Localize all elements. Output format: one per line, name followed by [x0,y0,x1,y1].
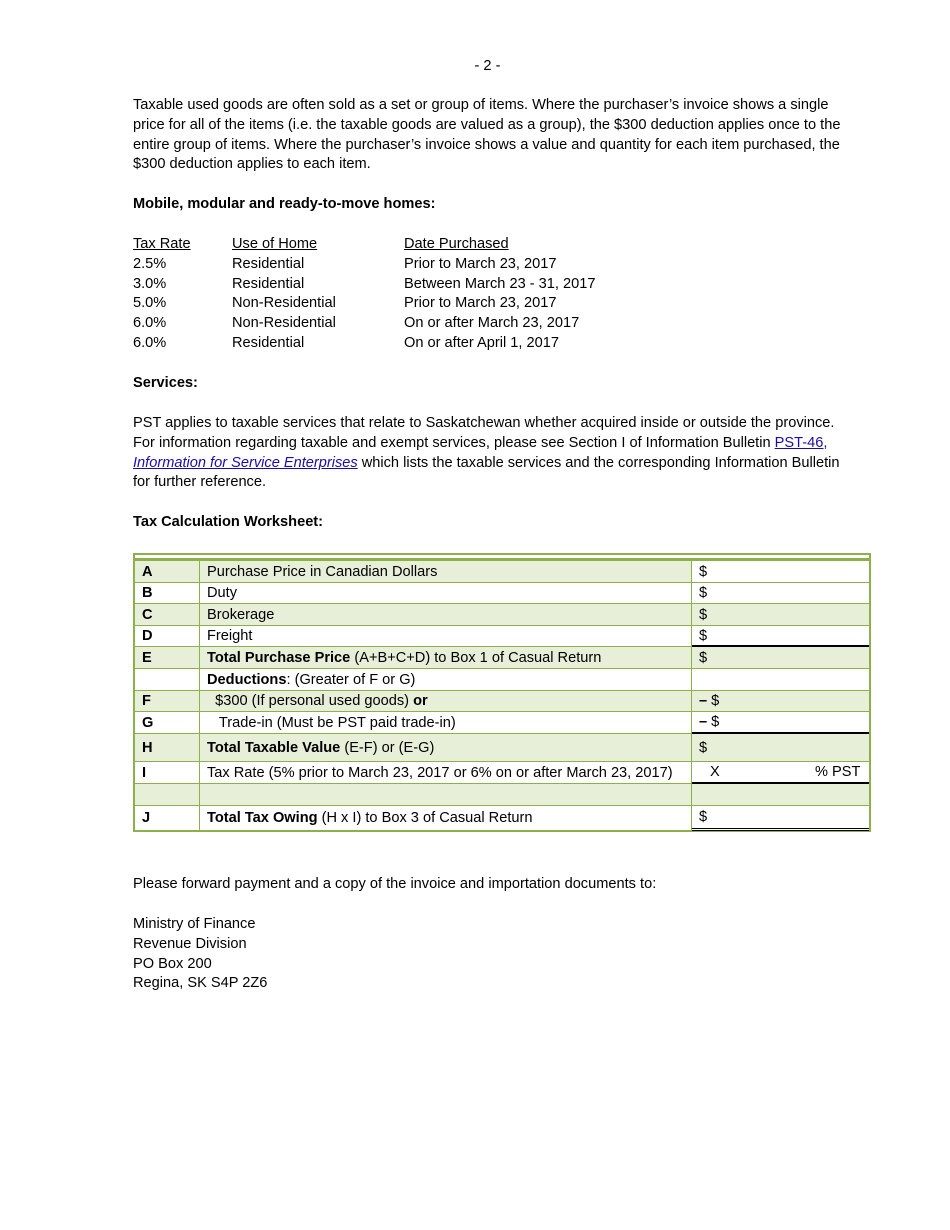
row-description-empty [200,784,692,805]
worksheet-row-d [133,626,871,647]
row-letter-empty [135,784,200,805]
row-description [200,669,692,690]
row-description: Tax Rate (5% prior to March 23, 2017 or 6% on or after March 23, 2017) [200,762,692,783]
row-letter: C [135,604,200,625]
date-purchased-cell: Prior to March 23, 2017 [404,255,557,272]
tax-rate-cell: 6.0% [133,334,167,351]
brokerage-field[interactable]: $ [699,606,708,623]
row-description-bold: Total Taxable Value [207,739,341,756]
address-line: PO Box 200 [133,955,212,972]
row-description-rest: (E-F) or (E-G) [340,739,435,756]
table-row [133,275,664,295]
total-tax-owing-field[interactable]: $ [692,806,869,831]
row-description-bold: Deductions [207,671,287,688]
row-letter: H [135,734,200,761]
worksheet-heading: Tax Calculation Worksheet: [133,514,324,530]
row-description-plain: $300 (If personal used goods) [207,693,414,709]
worksheet-row-b [133,583,871,604]
worksheet-top-border [133,553,871,561]
table-row [133,255,664,275]
date-purchased-cell: Prior to March 23, 2017 [404,295,557,312]
row-description-plain: Trade-in (Must be PST paid trade-in) [207,714,456,731]
services-paragraph [133,414,843,493]
row-description: Duty [200,583,692,603]
tax-calculation-worksheet [133,553,871,832]
row-description-rest: (H x I) to Box 3 of Casual Return [317,810,533,826]
column-header-use-of-home: Use of Home [232,236,318,252]
pst-percent-label: % PST [815,764,861,780]
services-text-after: which lists the taxable services and the corresponding Information Bulletin for further reference. [133,454,840,491]
worksheet-row-deductions [133,669,871,691]
row-letter: G [135,712,200,733]
worksheet-row-c [133,604,871,626]
row-letter: D [135,626,200,646]
worksheet-row-i [133,762,871,784]
currency-sign: $ [707,714,720,730]
use-of-home-cell: Non-Residential [232,315,336,332]
worksheet-row-g [133,712,871,734]
multiply-x: X [710,764,720,780]
row-letter-empty [135,669,200,690]
tax-rate-cell: 2.5% [133,255,167,272]
page-number: - 2 - [474,58,501,74]
row-description [200,647,692,668]
address-line: Revenue Division [133,935,247,952]
address-line: Ministry of Finance [133,916,256,932]
date-purchased-cell: On or after April 1, 2017 [404,334,559,351]
worksheet-row-spacer [133,784,871,806]
row-description: Purchase Price in Canadian Dollars [200,561,692,582]
row-description-rest: : (Greater of F or G) [286,671,416,688]
row-description-bold: Total Tax Owing [207,810,318,826]
trade-in-deduction-field[interactable] [692,712,869,734]
row-letter: B [135,583,200,603]
row-description [200,712,692,733]
row-value-empty [692,784,869,805]
row-letter: F [135,691,200,711]
deductions-value-empty [692,669,869,690]
worksheet-row-f [133,691,871,712]
services-heading: Services: [133,375,198,391]
date-purchased-cell: On or after March 23, 2017 [404,315,580,332]
link-code: PST-46, [774,434,828,451]
use-of-home-cell: Residential [232,334,305,351]
address-line: Regina, SK S4P 2Z6 [133,975,268,992]
total-purchase-price-field[interactable]: $ [699,649,708,666]
tax-rate-cell: 6.0% [133,315,167,332]
row-letter: E [135,647,200,668]
duty-field[interactable]: $ [699,585,708,601]
table-row [133,334,664,354]
worksheet-row-h [133,734,871,762]
homes-heading: Mobile, modular and ready-to-move homes: [133,196,436,212]
date-purchased-cell: Between March 23 - 31, 2017 [404,275,596,292]
table-row [133,294,664,314]
row-description-rest: (A+B+C+D) to Box 1 of Casual Return [350,649,602,666]
freight-field[interactable]: $ [692,626,869,647]
homes-rate-table [133,235,664,354]
row-description: Freight [200,626,692,646]
use-of-home-cell: Residential [232,255,305,272]
forward-instructions: Please forward payment and a copy of the invoice and importation documents to: [133,876,657,892]
row-description [200,691,692,711]
total-taxable-value-field[interactable]: $ [699,739,708,756]
row-letter: J [135,806,200,830]
personal-deduction-field[interactable] [692,691,869,711]
row-letter: I [135,762,200,783]
worksheet-row-j [133,806,871,832]
use-of-home-cell: Residential [232,275,305,292]
mailing-address [133,915,843,994]
currency-sign: $ [707,693,720,709]
worksheet-row-e [133,647,871,669]
worksheet-row-a [133,561,871,583]
link-title: Information for Service Enterprises [133,454,358,471]
column-header-date-purchased: Date Purchased [404,236,509,252]
column-header-tax-rate: Tax Rate [133,236,191,252]
tax-rate-field[interactable] [692,762,869,784]
purchase-price-field[interactable]: $ [692,561,869,582]
use-of-home-cell: Non-Residential [232,295,336,312]
row-description [200,806,692,830]
row-letter: A [135,561,200,582]
row-description-bold-tail: or [413,693,428,709]
row-description [200,734,692,761]
intro-paragraph: Taxable used goods are often sold as a set or group of items. Where the purchaser’s invoice shows a single price for all of the items (i.e. the taxable goods are valued as a group), the $300 deduction applies once to the entire group of items. Where the purchaser’s invoice shows a value and quantity for each item purchased, the $300 deduction applies to each item. [133,97,841,173]
tax-rate-cell: 5.0% [133,295,167,312]
minus-sign: – [699,693,708,709]
minus-sign: – [699,714,708,730]
table-row [133,314,664,334]
row-description: Brokerage [200,604,692,625]
services-text-before: PST applies to taxable services that relate to Saskatchewan whether acquired inside or outside the province. For information regarding taxable and exempt services, please see Section I of Information Bulletin [133,415,835,451]
row-description-bold: Total Purchase Price [207,649,351,666]
homes-header-row [133,235,664,255]
tax-rate-cell: 3.0% [133,275,167,292]
